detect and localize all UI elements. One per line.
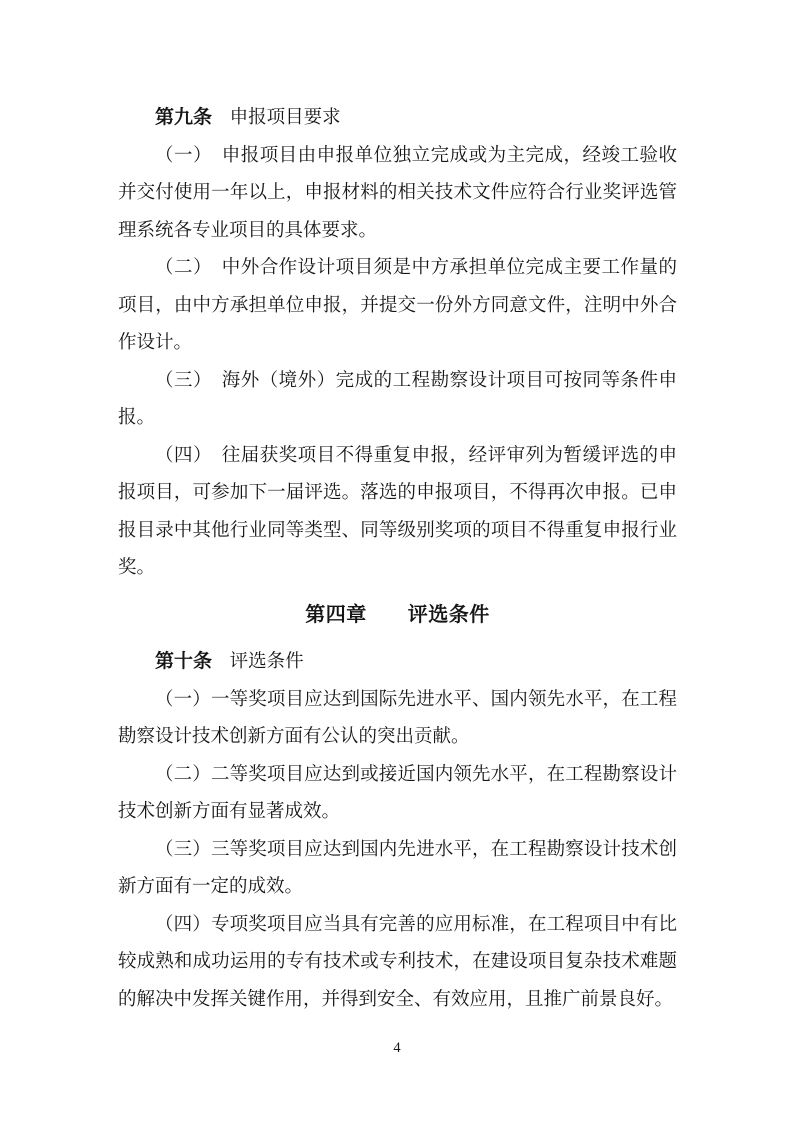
article-9-title: 申报项目要求 [229, 108, 341, 128]
article-10-item-3: （三）三等奖项目应达到国内先进水平，在工程勘察设计技术创新方面有一定的成效。 [118, 839, 677, 897]
article-9-item-1: （一） 申报项目由申报单位独立完成或为主完成，经竣工验收并交付使用一年以上，申报材料的相关技术文件应符合行业奖评选管理系统各专业项目的具体要求。 [118, 145, 677, 241]
article-9-item-3: （三） 海外（境外）完成的工程勘察设计项目可按同等条件申报。 [118, 370, 677, 428]
article-9-number: 第九条 [155, 107, 213, 128]
article-10-number: 第十条 [155, 651, 213, 672]
article-10-item-1: （一）一等奖项目应达到国际先进水平、国内领先水平，在工程勘察设计技术创新方面有公认的突出贡献。 [118, 689, 677, 747]
page-number: 4 [393, 1040, 401, 1056]
chapter-4-heading: 第四章 评选条件 [305, 603, 490, 626]
article-9-heading [118, 99, 677, 138]
article-10-heading [118, 643, 677, 682]
article-10-title: 评选条件 [229, 652, 304, 672]
article-10-item-2: （二）二等奖项目应达到或接近国内领先水平，在工程勘察设计技术创新方面有显著成效。 [118, 764, 677, 822]
article-9-item-2: （二） 中外合作设计项目须是中方承担单位完成主要工作量的项目，由中方承担单位申报，并提交一份外方同意文件，注明中外合作设计。 [118, 258, 677, 353]
article-10-item-4: （四）专项奖项目应当具有完善的应用标准，在工程项目中有比较成熟和成功运用的专有技术或专利技术，在建设项目复杂技术难题的解决中发挥关键作用，并得到安全、有效应用，且推广前景良好。 [118, 914, 677, 1010]
article-9-item-4: （四） 往届获奖项目不得重复申报，经评审列为暂缓评选的申报项目，可参加下一届评选。落选的申报项目，不得再次申报。已申报目录中其他行业同等类型、同等级别奖项的项目不得重复申报行业奖。 [118, 445, 677, 578]
